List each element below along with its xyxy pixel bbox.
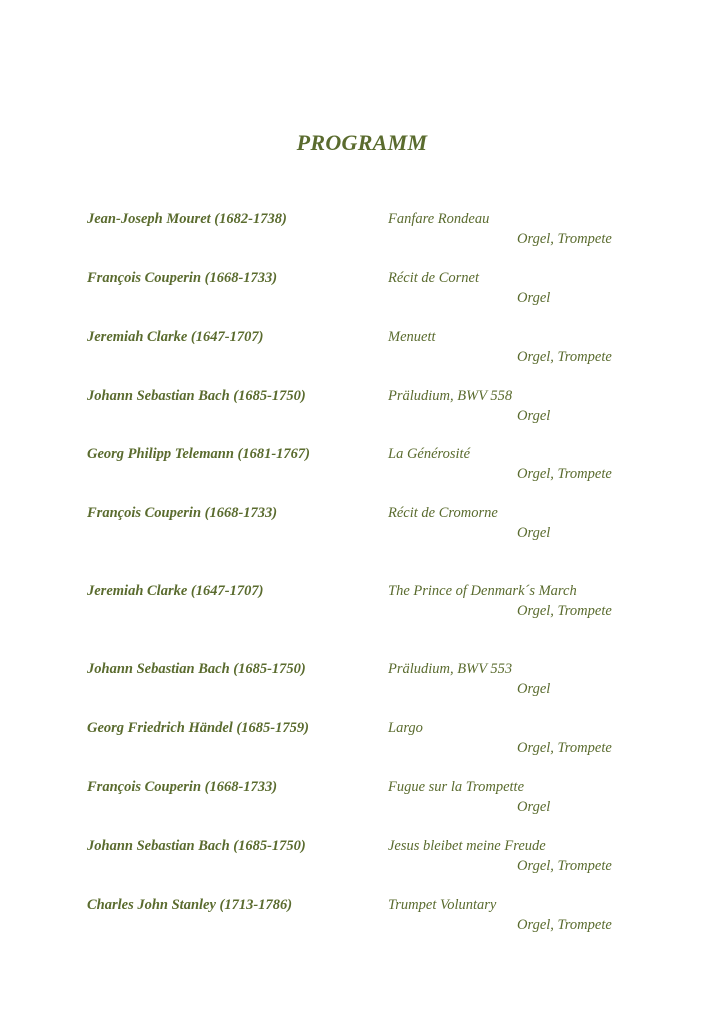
instrumentation: Orgel [517, 681, 551, 697]
instrumentation: Orgel [517, 408, 551, 424]
program-entry [0, 211, 724, 251]
instrumentation: Orgel, Trompete [517, 466, 612, 482]
composer-name: Jeremiah Clarke (1647-1707) [87, 329, 264, 345]
piece-title: The Prince of Denmark´s March [388, 583, 577, 599]
composer-name: François Couperin (1668-1733) [87, 779, 278, 795]
program-entry [0, 505, 724, 545]
instrumentation: Orgel, Trompete [517, 603, 612, 619]
composer-name: Johann Sebastian Bach (1685-1750) [87, 838, 306, 854]
piece-title: Fanfare Rondeau [388, 211, 490, 227]
program-entry [0, 661, 724, 701]
piece-title: Präludium, BWV 558 [388, 388, 513, 404]
page-title: PROGRAMM [296, 130, 428, 155]
instrumentation: Orgel [517, 525, 551, 541]
piece-title: Fugue sur la Trompette [388, 779, 525, 795]
program-entry [0, 720, 724, 760]
program-entry [0, 270, 724, 310]
piece-title: Jesus bleibet meine Freude [388, 838, 546, 854]
composer-name: Jean-Joseph Mouret (1682-1738) [87, 211, 287, 227]
composer-name: Georg Friedrich Händel (1685-1759) [87, 720, 309, 736]
composer-name: François Couperin (1668-1733) [87, 270, 278, 286]
piece-title: Menuett [388, 329, 436, 345]
composer-name: François Couperin (1668-1733) [87, 505, 278, 521]
instrumentation: Orgel, Trompete [517, 349, 612, 365]
program-entry [0, 779, 724, 819]
program-entry [0, 583, 724, 623]
instrumentation: Orgel, Trompete [517, 858, 612, 874]
piece-title: Trumpet Voluntary [388, 897, 497, 913]
piece-title: Largo [388, 720, 423, 736]
piece-title: La Générosité [388, 446, 471, 462]
composer-name: Jeremiah Clarke (1647-1707) [87, 583, 264, 599]
instrumentation: Orgel [517, 290, 551, 306]
composer-name: Johann Sebastian Bach (1685-1750) [87, 661, 306, 677]
program-entry [0, 388, 724, 428]
instrumentation: Orgel [517, 799, 551, 815]
piece-title: Récit de Cromorne [388, 505, 498, 521]
program-entry [0, 897, 724, 937]
piece-title: Récit de Cornet [388, 270, 480, 286]
piece-title: Präludium, BWV 553 [388, 661, 513, 677]
instrumentation: Orgel, Trompete [517, 917, 612, 933]
instrumentation: Orgel, Trompete [517, 231, 612, 247]
composer-name: Johann Sebastian Bach (1685-1750) [87, 388, 306, 404]
program-entry [0, 446, 724, 486]
program-entry [0, 838, 724, 878]
program-entry [0, 329, 724, 369]
composer-name: Charles John Stanley (1713-1786) [87, 897, 293, 913]
instrumentation: Orgel, Trompete [517, 740, 612, 756]
composer-name: Georg Philipp Telemann (1681-1767) [87, 446, 311, 462]
